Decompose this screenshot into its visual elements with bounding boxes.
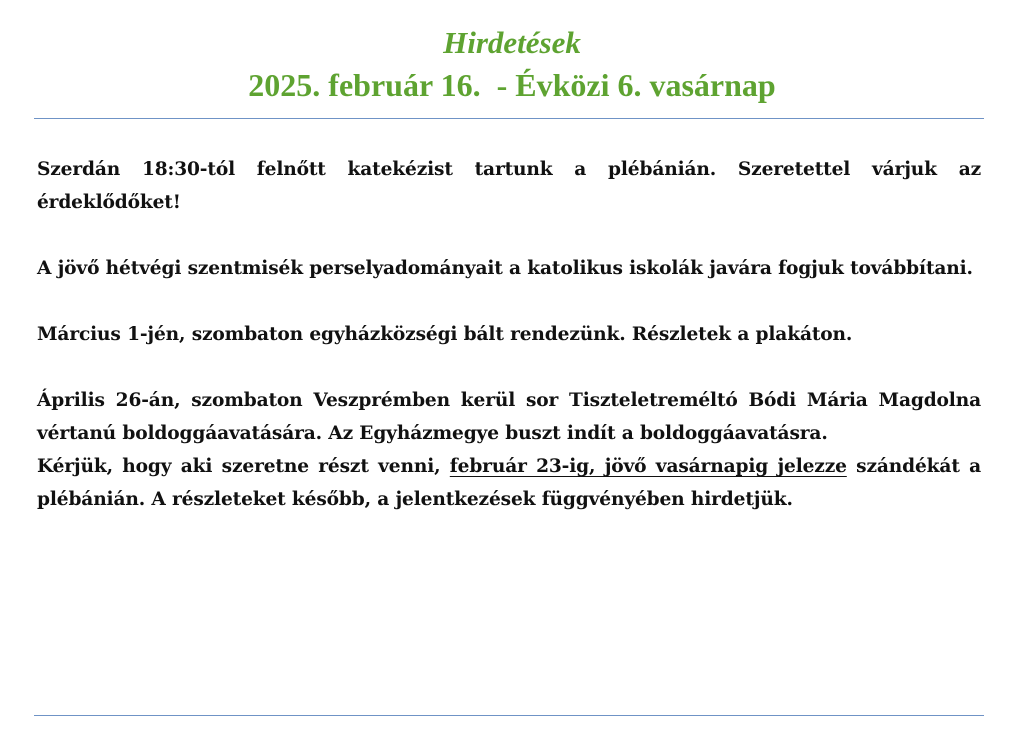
announcement-collection: A jövő hétvégi szentmisék perselyadományait a katolikus iskolák javára fogjuk továbbítani. xyxy=(37,258,973,279)
bottom-divider xyxy=(34,715,984,716)
top-divider xyxy=(34,118,984,119)
announcement-ball: Március 1-jén, szombaton egyházközségi bált rendezünk. Részletek a plakáton. xyxy=(37,324,853,345)
registration-text-start: Kérjük, hogy aki szeretne részt venni, xyxy=(37,456,450,477)
announcement-header xyxy=(0,22,1024,106)
registration-deadline: február 23-ig, jövő vasárnapig jelezze xyxy=(449,456,847,477)
page-title: Hirdetések xyxy=(443,25,581,60)
spacer xyxy=(37,285,981,318)
announcement-beatification: Április 26-án, szombaton Veszprémben kerül sor Tiszteletreméltó Bódi Mária Magdolna vértanú boldoggáavatására. Az Egyházmegye buszt indít a boldoggáavatásra. xyxy=(37,390,981,444)
page-subtitle-date: 2025. február 16. - Évközi 6. vasárnap xyxy=(248,67,776,103)
registration-text-end: szándékát a plébánián. A részleteket később, a jelentkezések függvényében hirdetjük. xyxy=(37,456,982,510)
spacer xyxy=(37,351,981,384)
spacer xyxy=(37,219,981,252)
announcement-body xyxy=(37,153,981,516)
announcement-registration xyxy=(37,450,981,516)
announcement-catechesis: Szerdán 18:30-tól felnőtt katekézist tartunk a plébánián. Szeretettel várjuk az érdeklődőket! xyxy=(37,159,981,213)
